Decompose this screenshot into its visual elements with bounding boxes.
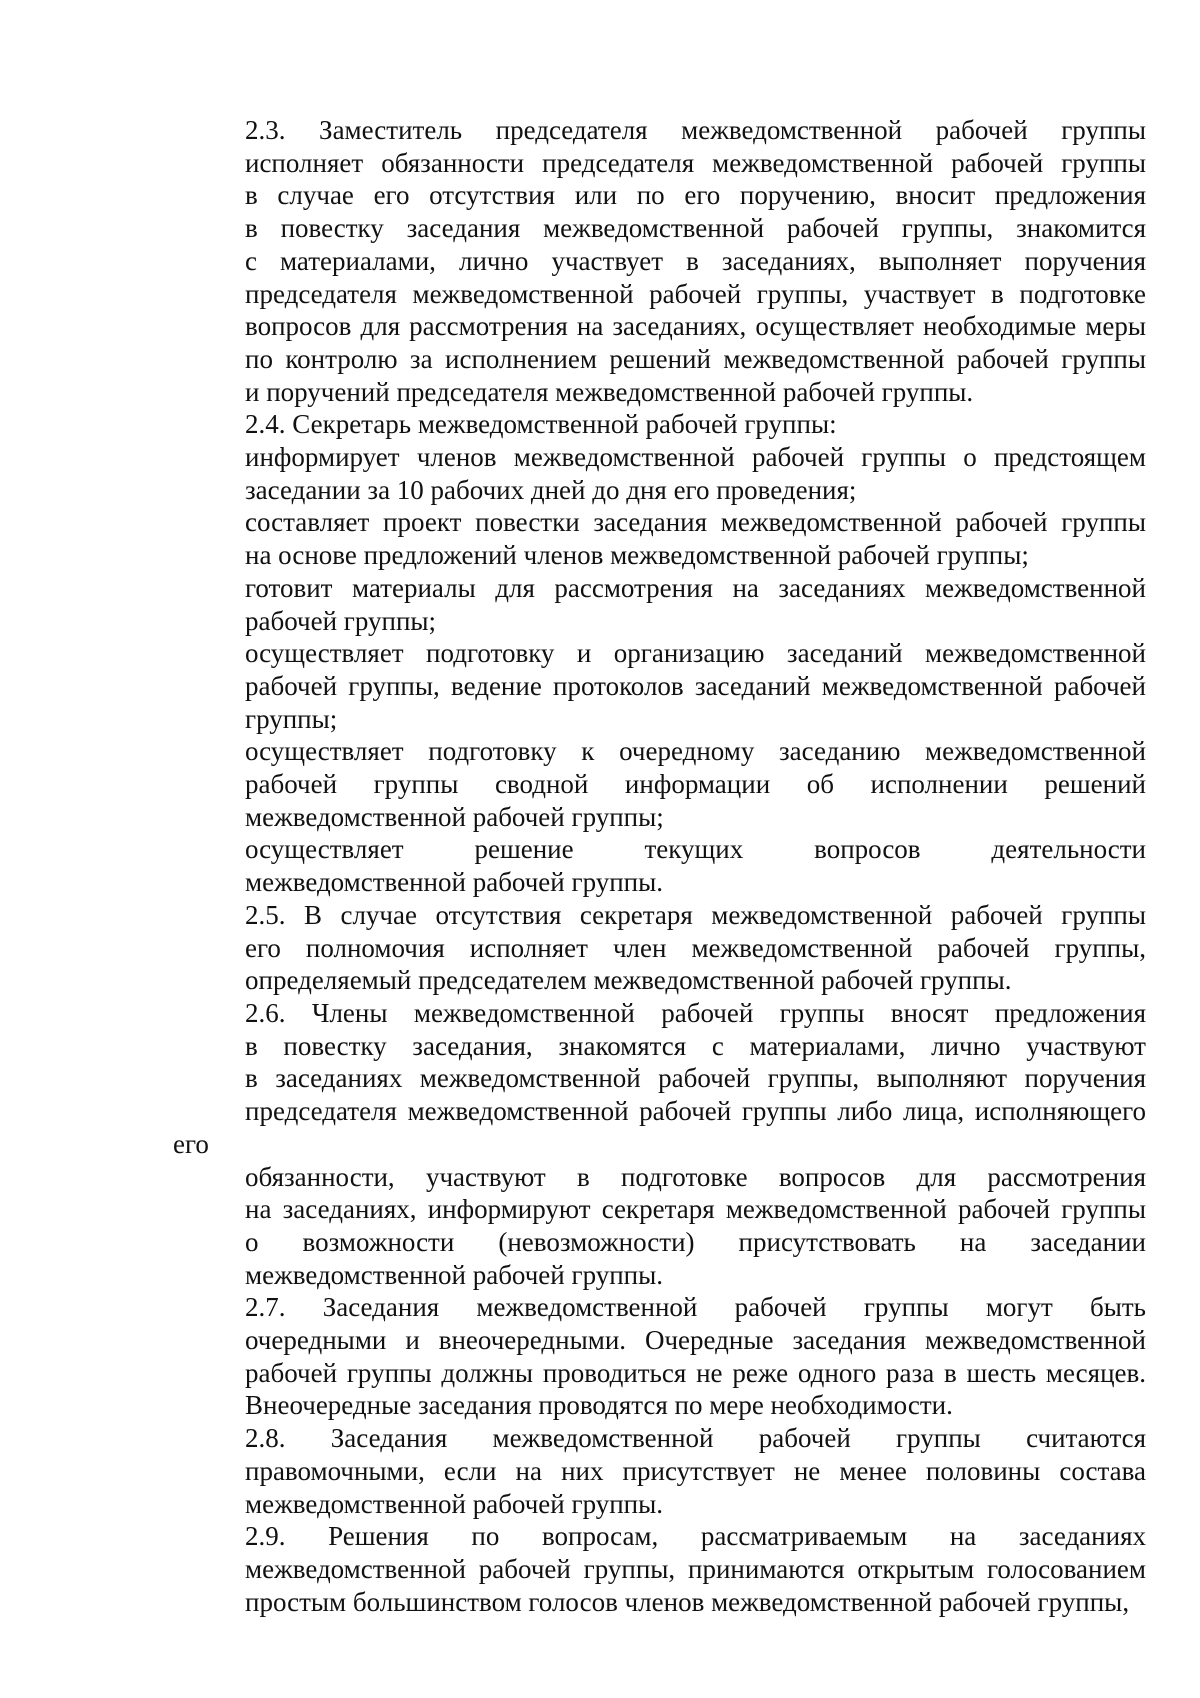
paragraph <box>173 997 1146 1291</box>
text-line: заседании за 10 рабочих дней до дня его проведения; <box>245 474 857 505</box>
text-line: на заседаниях, информируют секретаря межведомственной рабочей группы <box>245 1194 1146 1225</box>
text-line: составляет проект повестки заседания межведомственной рабочей группы <box>245 507 1146 538</box>
text-line: рабочей группы сводной информации об исполнении решений <box>245 769 1146 800</box>
text-line: межведомственной рабочей группы, принимаются открытым голосованием <box>245 1553 1146 1584</box>
text-line: информирует членов межведомственной рабочей группы о предстоящем <box>245 442 1146 473</box>
paragraph <box>173 572 1146 637</box>
text-line: председателя межведомственной рабочей группы, участвует в подготовке <box>245 278 1146 309</box>
text-line: 2.5. В случае отсутствия секретаря межведомственной рабочей группы <box>245 899 1146 930</box>
text-line: председателя межведомственной рабочей группы либо лица, исполняющего его <box>173 1096 1146 1159</box>
text-line: межведомственной рабочей группы; <box>245 801 664 832</box>
text-line: Внеочередные заседания проводятся по мере необходимости. <box>245 1390 953 1421</box>
paragraph <box>173 735 1146 833</box>
text-line: очередными и внеочередными. Очередные заседания межведомственной <box>245 1325 1146 1356</box>
text-line: 2.9. Решения по вопросам, рассматриваемым на заседаниях <box>245 1521 1146 1552</box>
text-line: исполняет обязанности председателя межведомственной рабочей группы <box>245 147 1146 178</box>
text-line: в повестку заседания, знакомятся с материалами, лично участвуют <box>245 1030 1146 1061</box>
text-line: 2.8. Заседания межведомственной рабочей группы считаются <box>245 1423 1146 1454</box>
text-line: в повестку заседания межведомственной рабочей группы, знакомится <box>245 213 1146 244</box>
text-line: определяемый председателем межведомственной рабочей группы. <box>245 965 1012 996</box>
text-line: осуществляет подготовку к очередному заседанию межведомственной <box>245 736 1146 767</box>
paragraph <box>173 408 1146 441</box>
text-line: 2.6. Члены межведомственной рабочей группы вносят предложения <box>245 997 1146 1028</box>
text-line: с материалами, лично участвует в заседаниях, выполняет поручения <box>245 245 1146 276</box>
paragraph <box>173 899 1146 997</box>
document-body <box>173 114 1146 1618</box>
text-line: рабочей группы; <box>245 605 437 636</box>
paragraph <box>173 1422 1146 1520</box>
text-line: осуществляет решение текущих вопросов деятельности <box>245 834 1146 865</box>
paragraph <box>173 637 1146 735</box>
text-line: 2.7. Заседания межведомственной рабочей группы могут быть <box>245 1292 1146 1323</box>
text-line: рабочей группы должны проводиться не реже одного раза в шесть месяцев. <box>245 1357 1146 1388</box>
text-line: правомочными, если на них присутствует не менее половины состава <box>245 1455 1146 1486</box>
text-line: в заседаниях межведомственной рабочей группы, выполняют поручения <box>245 1063 1146 1094</box>
text-line: его полномочия исполняет член межведомственной рабочей группы, <box>245 932 1146 963</box>
text-line: готовит материалы для рассмотрения на заседаниях межведомственной <box>245 572 1146 603</box>
paragraph <box>173 833 1146 898</box>
paragraph <box>173 506 1146 571</box>
text-line: вопросов для рассмотрения на заседаниях, осуществляет необходимые меры <box>245 311 1146 342</box>
text-line: по контролю за исполнением решений межведомственной рабочей группы <box>245 343 1146 374</box>
paragraph <box>173 1520 1146 1618</box>
text-line: рабочей группы, ведение протоколов заседаний межведомственной рабочей <box>245 670 1146 701</box>
paragraph <box>173 441 1146 506</box>
text-line: на основе предложений членов межведомственной рабочей группы; <box>245 540 1029 571</box>
text-line: в случае его отсутствия или по его поручению, вносит предложения <box>245 180 1146 211</box>
text-line: межведомственной рабочей группы. <box>245 1259 663 1290</box>
text-line: и поручений председателя межведомственной рабочей группы. <box>245 376 974 407</box>
text-line: осуществляет подготовку и организацию заседаний межведомственной <box>245 638 1146 669</box>
paragraph <box>173 114 1146 408</box>
text-line: межведомственной рабочей группы. <box>245 867 663 898</box>
text-line: обязанности, участвуют в подготовке вопросов для рассмотрения <box>245 1161 1146 1192</box>
text-line: 2.3. Заместитель председателя межведомственной рабочей группы <box>245 115 1146 145</box>
paragraph <box>173 1291 1146 1422</box>
text-line: простым большинством голосов членов межведомственной рабочей группы, <box>245 1586 1130 1617</box>
text-line: о возможности (невозможности) присутствовать на заседании <box>245 1226 1146 1257</box>
text-line: 2.4. Секретарь межведомственной рабочей группы: <box>245 409 837 440</box>
text-line: группы; <box>245 703 338 734</box>
text-line: межведомственной рабочей группы. <box>245 1488 663 1519</box>
